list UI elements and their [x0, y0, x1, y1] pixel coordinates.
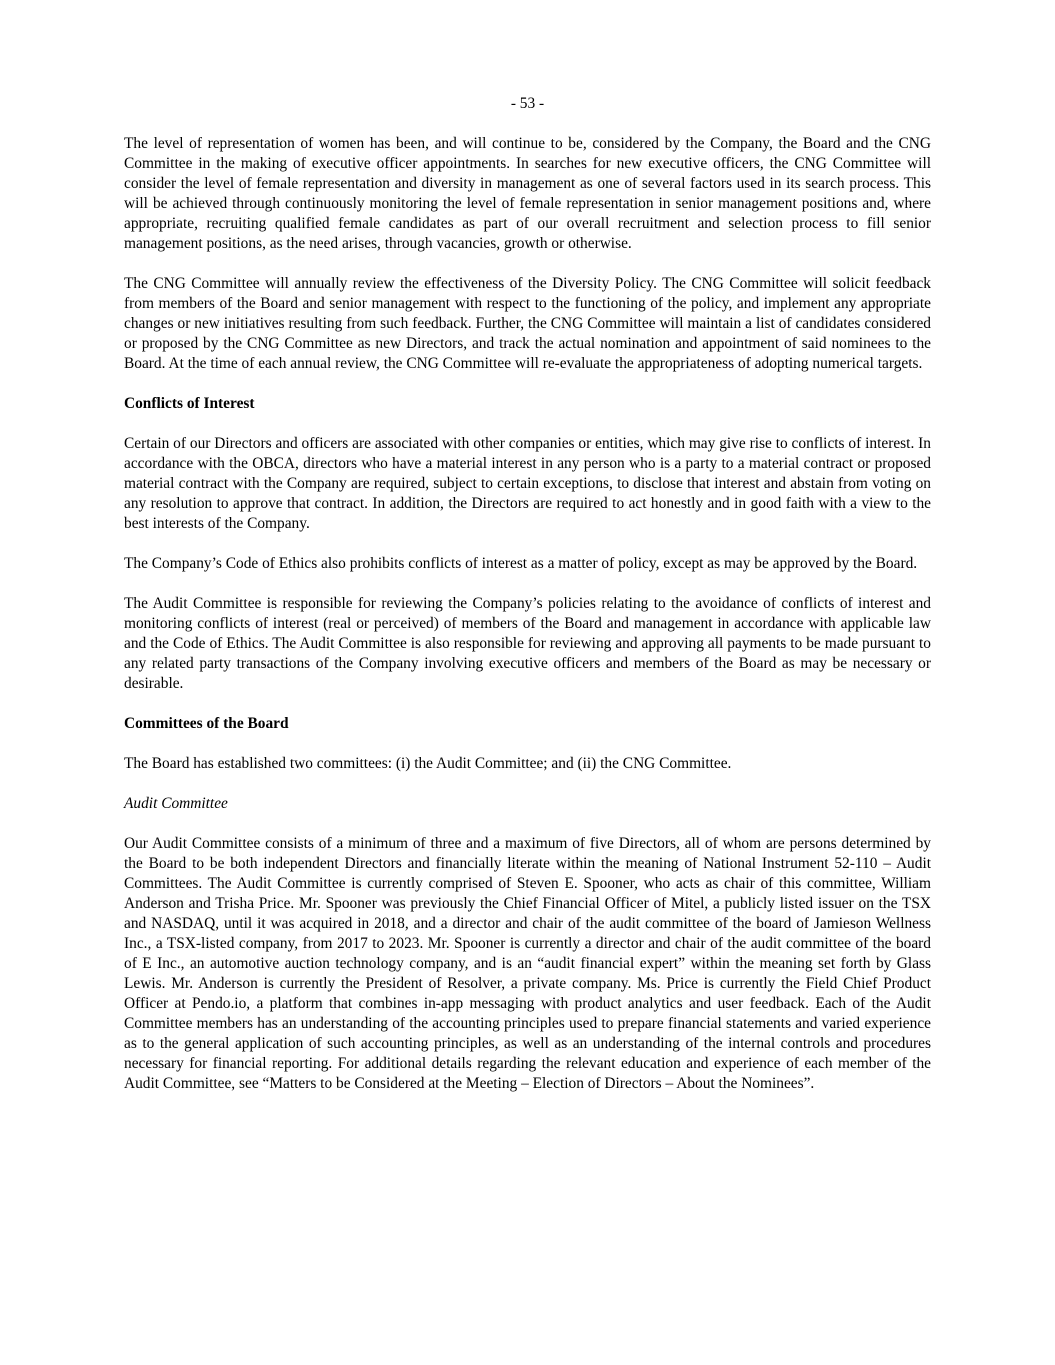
document-page — [124, 94, 931, 1114]
subheading-audit-committee: Audit Committee — [124, 795, 228, 812]
paragraph-committees-intro: The Board has established two committees: (i) the Audit Committee; and (ii) the CNG Committee. — [124, 755, 732, 772]
paragraph-diversity-review: The CNG Committee will annually review the effectiveness of the Diversity Policy. The CNG Committee will solicit feedback from members of the Board and senior management with respect to the functioning of the policy, and implement any appropriate changes or new initiatives resulting from such feedback. Further, the CNG Committee will maintain a list of candidates considered or proposed by the CNG Committee as new Directors, and track the actual nomination and appointment of said nominees to the Board. At the time of each annual review, the CNG Committee will re-evaluate the appropriateness of adopting numerical targets. — [124, 275, 931, 372]
paragraph-conflicts-3: The Audit Committee is responsible for reviewing the Company’s policies relating to the avoidance of conflicts of interest and monitoring conflicts of interest (real or perceived) of members of the Board and management in accordance with applicable law and the Code of Ethics. The Audit Committee is also responsible for reviewing and approving all payments to be made pursuant to any related party transactions of the Company involving executive officers and members of the Board as may be necessary or desirable. — [124, 595, 931, 692]
page-number: - 53 - — [510, 95, 545, 112]
paragraph-conflicts-1: Certain of our Directors and officers are associated with other companies or entities, which may give rise to conflicts of interest. In accordance with the OBCA, directors who have a material interest in any person who is a party to a material contract or proposed material contract with the Company are required, subject to certain exceptions, to disclose that interest and abstain from voting on any resolution to approve that contract. In addition, the Directors are required to act honestly and in good faith with a view to the best interests of the Company. — [124, 435, 931, 532]
heading-conflicts-of-interest: Conflicts of Interest — [124, 395, 255, 412]
paragraph-conflicts-2: The Company’s Code of Ethics also prohibits conflicts of interest as a matter of policy, except as may be approved by the Board. — [124, 555, 918, 572]
heading-committees-of-the-board: Committees of the Board — [124, 715, 289, 732]
paragraph-women-representation: The level of representation of women has been, and will continue to be, considered by the Company, the Board and the CNG Committee in the making of executive officer appointments. In searches for new executive officers, the CNG Committee will consider the level of female representation and diversity in management as one of several factors used in its search process. This will be achieved through continuously monitoring the level of female representation in senior management positions and, where appropriate, recruiting qualified female candidates as part of our overall recruitment and selection process to fill senior management positions, as the need arises, through vacancies, growth or otherwise. — [124, 135, 931, 252]
paragraph-audit-committee: Our Audit Committee consists of a minimum of three and a maximum of five Directors, all of whom are persons determined by the Board to be both independent Directors and financially literate within the meaning of National Instrument 52-110 – Audit Committees. The Audit Committee is currently comprised of Steven E. Spooner, who acts as chair of this committee, William Anderson and Trisha Price. Mr. Spooner was previously the Chief Financial Officer of Mitel, a publicly listed issuer on the TSX and NASDAQ, until it was acquired in 2018, and a director and chair of the audit committee of the board of Jamieson Wellness Inc., a TSX-listed company, from 2017 to 2023. Mr. Spooner is currently a director and chair of the audit committee of the board of E Inc., an automotive auction technology company, and is an “audit financial expert” within the meaning set forth by Glass Lewis. Mr. Anderson is currently the President of Resolver, a private company. Ms. Price is currently the Field Chief Product Officer at Pendo.io, a platform that combines in-app messaging with product analytics and user feedback. Each of the Audit Committee members has an understanding of the accounting principles used to prepare financial statements and varied experience as to the general application of such accounting principles, as well as an understanding of the internal controls and procedures necessary for financial reporting. For additional details regarding the relevant education and experience of each member of the Audit Committee, see “Matters to be Considered at the Meeting – Election of Directors – About the Nominees”. — [124, 835, 931, 1092]
